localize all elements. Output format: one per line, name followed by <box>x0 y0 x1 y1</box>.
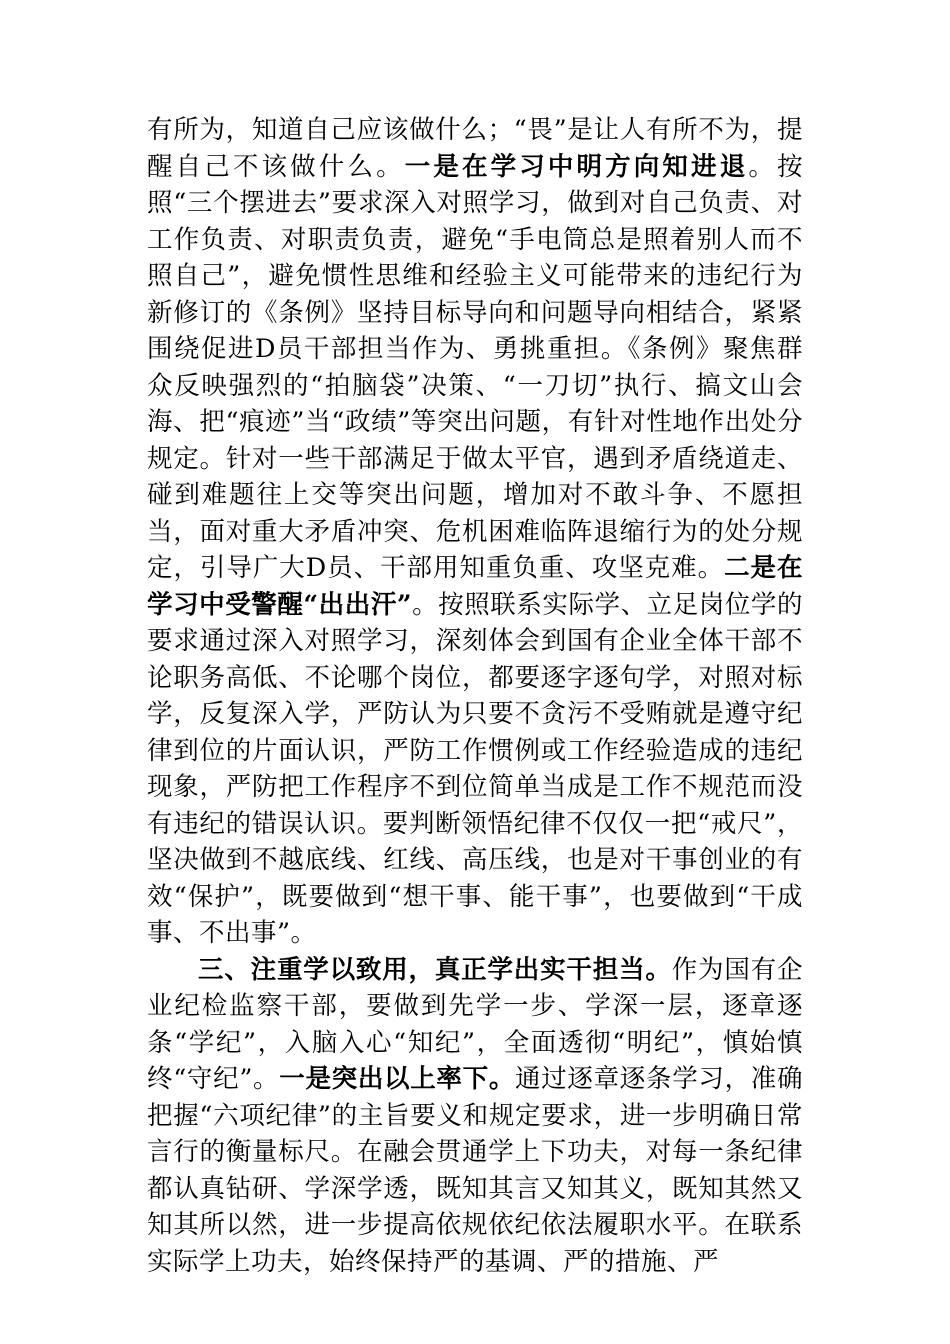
paragraph-text: 。按照“三个摆进去”要求深入对照学习，做到对自己负责、对工作负责、对职责负责，避免“手电筒总是照着别人而不照自己”，避免惯性思维和经验主义可能带来的违纪行为新修订的《条例》坚持目标导向和问题导向相结合，紧紧围绕促进D员干部担当作为、勇挑重担。《条例》聚焦群众反映强烈的“拍脑袋”决策、“一刀切”执行、搞文山会海、把“痕迹”当“政绩”等突出问题，有针对性地作出处分规定。针对一些干部满足于做太平官，遇到矛盾绕道走、碰到难题往上交等突出问题，增加对不敢斗争、不愿担当，面对重大矛盾冲突、危机困难临阵退缩行为的处分规定，引导广大D员、干部用知重负重、攻坚克难。 <box>147 151 803 583</box>
document-page <box>147 112 803 1280</box>
paragraph-1 <box>147 112 803 952</box>
paragraph-text: 。按照联系实际学、立足岗位学的要求通过深入对照学习，深刻体会到国有企业全体干部不论职务高低、不论哪个岗位，都要逐字逐句学，对照对标学，反复深入学，严防认为只要不贪污不受贿就是遵守纪律到位的片面认识，严防工作惯例或工作经验造成的违纪现象，严防把工作程序不到位简单当成是工作不规范而没有违纪的错误认识。要判断领悟纪律不仅仅一把“戒尺”，坚决做到不越底线、红线、高压线，也是对干事创业的有效“保护”，既要做到“想干事、能干事”，也要做到“干成事、不出事”。 <box>147 589 803 948</box>
paragraph-2 <box>147 952 803 1281</box>
subheading-lead-by-example: 一是突出以上率下。 <box>279 1064 516 1094</box>
subheading-two-alert: 二是在学习中受警醒“出出汗” <box>147 553 803 620</box>
paragraph-text: 作为国有企业纪检监察干部，要做到先学一步、学深一层，逐章逐条“学纪”，入脑入心“知纪”，全面透彻“明纪”，慎始慎终“守纪”。 <box>147 954 803 1094</box>
section-heading-three: 三、注重学以致用，真正学出实干担当。 <box>198 954 672 985</box>
paragraph-text: 有所为，知道自己应该做什么；“畏”是让人有所不为，提醒自己不该做什么。 <box>147 115 803 182</box>
subheading-one-direction: 一是在学习中明方向知进退 <box>404 151 749 182</box>
paragraph-text: 通过逐章逐条学习，准确把握“六项纪律”的主旨要义和规定要求，进一步明确日常言行的衡量标尺。在融会贯通学上下功夫，对每一条纪律都认真钻研、学深学透，既知其言又知其义，既知其然又知其所以然，进一步提高依规依纪依法履职水平。在联系实际学上功夫，始终保持严的基调、严的措施、严 <box>147 1064 803 1277</box>
